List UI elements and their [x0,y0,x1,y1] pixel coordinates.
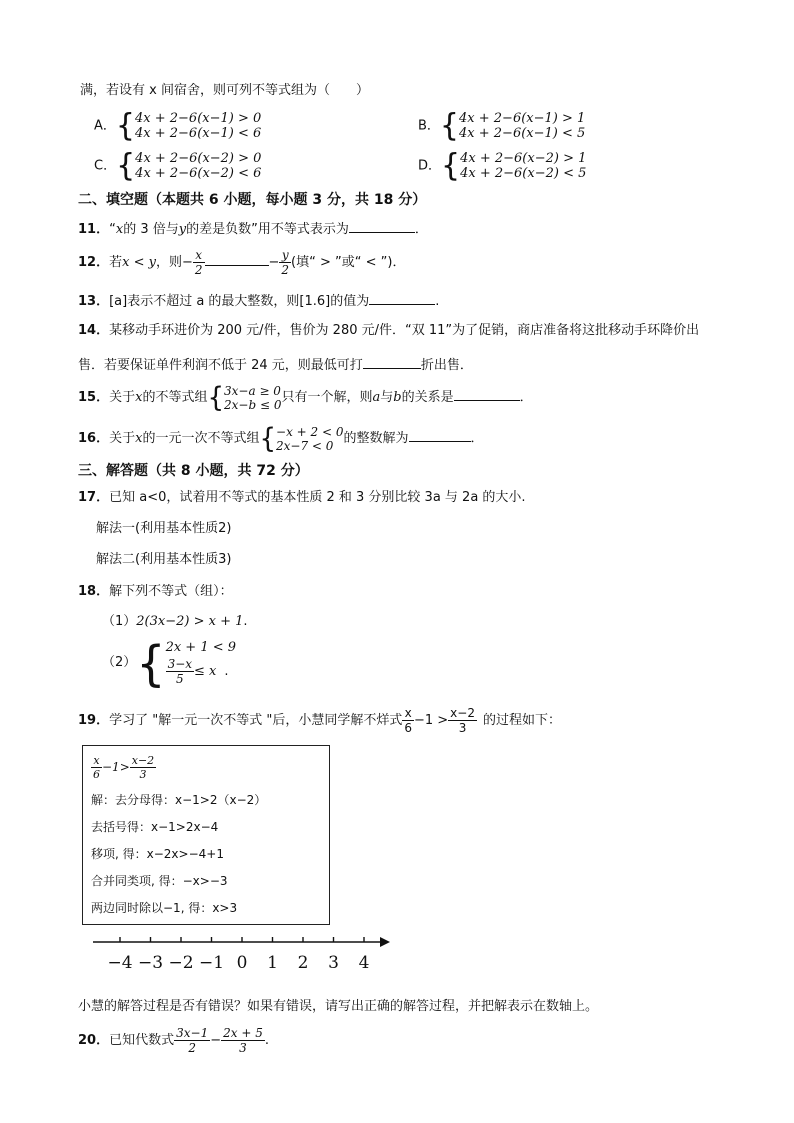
q17 [78,489,526,507]
text: 的差是负数”用不等式表示为 [186,222,349,237]
variable: x [115,222,124,237]
text: − [210,1033,222,1048]
question-number: 13． [78,294,110,309]
system-line: ≤ x [194,664,217,679]
variable: b [393,390,402,405]
box-step-2: 去括号得：x−1>2x−4 [91,820,219,834]
text: 某移动手环进价为 200 元/件，售价为 280 元/件．“双 11”为了促销，商店准备将这批移动手环降价出 [109,323,700,338]
text: 若 [109,255,123,270]
section-2-title: 二、填空题（本题共 6 小题，每小题 3 分，共 18 分） [78,192,427,208]
text: 的关系是 [401,390,454,405]
q10-option-d: D．{ 4x + 2−6(x−2) > 1 4x + 2−6(x−2) < 5 [418,147,587,184]
tick-label: 3 [328,953,339,973]
system-line: 2x−b ≤ 0 [224,397,282,412]
tick-label: 4 [358,953,370,973]
question-number: 19． [78,713,110,728]
text: 关于 [109,431,136,446]
text: ，则− [155,255,193,270]
q14-line1 [78,322,699,340]
text: 的一元一次不等式组 [142,431,260,446]
q17-method2: 解法二(利用基本性质3) [96,552,232,567]
q11 [78,218,428,239]
answer-blank[interactable] [409,427,471,442]
q12 [78,248,405,278]
box-equation: $\frac{x}{6}$ −1> $\frac{x-2}{3}$ [93,754,155,781]
system-line: −x + 2 < 0 [276,424,344,439]
question-number: 12． [78,255,110,270]
variable: x [135,390,143,405]
text: [a]表示不超过 a 的最大整数，则[1.6]的值为 [109,294,370,309]
tick-label: 2 [297,953,309,973]
q14-line2 [78,354,473,375]
fraction: $\frac{3-x}{5}$ [167,657,193,686]
box-step-1: 解：去分母得：x−1>2（x−2） [91,793,267,807]
question-number: 18． [78,584,110,599]
fraction: $\frac{2x + 5}{3}$ [223,1026,263,1055]
tick-label: −3 [137,953,164,973]
text: (填“ > ”或“ < ”)． [291,255,406,270]
question-number: 15． [78,390,110,405]
condition: x < y [122,255,156,270]
answer-blank[interactable] [369,290,435,305]
text: ． [470,431,484,446]
text: −1 > [413,713,449,728]
question-number: 17． [78,490,110,505]
answer-blank[interactable] [349,218,415,233]
q19-question: 小慧的解答过程是否有错误？如果有错误，请写出正确的解答过程，并把解表示在数轴上。 [78,999,599,1014]
option-label: A． [94,118,116,134]
tick-label: −4 [107,953,133,973]
option-line: 4x + 2−6(x−1) < 5 [459,126,586,141]
text: 折出售． [420,358,473,373]
option-line: 4x + 2−6(x−1) < 6 [135,126,262,141]
answer-blank[interactable] [363,354,421,369]
q16: 16．关于x的一元一次不等式组{ −x + 2 < 0 2x−7 < 0 的整数解为 ． [78,422,484,455]
inequality: 2(3x−2) > x + 1 [136,614,244,629]
text: . [243,614,248,629]
variable: y [178,222,187,237]
question-number: 20． [78,1033,110,1048]
variable: a [372,390,381,405]
text: . [224,664,229,679]
question-number: 16． [78,431,110,446]
q10-option-a: A．{ 4x + 2−6(x−1) > 0 4x + 2−6(x−1) < 6 [94,107,262,144]
fraction: $\frac{x}{6}$ [404,706,412,735]
tick-label: 0 [236,953,248,973]
text: ． [414,222,428,237]
q20 [78,1026,269,1056]
option-line: 4x + 2−6(x−2) > 0 [135,151,262,166]
q17-method1: 解法一(利用基本性质2) [96,521,232,536]
question-number: 14． [78,323,110,338]
text: 已知代数式 [109,1033,175,1048]
box-step-3: 移项, 得：x−2x>−4+1 [91,847,224,861]
text: “ [109,222,116,237]
text: 的整数解为 [343,431,409,446]
q13 [78,290,439,311]
text: 与 [380,390,394,405]
text: 只有一个解，则 [281,390,373,405]
system-line: 2x−7 < 0 [276,438,334,453]
text: 学习了 "解一元一次不等式 "后，小慧同学解不烊式 [109,713,403,728]
option-line: 4x + 2−6(x−2) > 1 [460,151,587,166]
answer-blank[interactable] [454,386,520,401]
q18-part1 [102,613,248,631]
tick-label: −1 [198,953,225,973]
q15: 15．关于x的不等式组{ 3x−a ≥ 0 2x−b ≤ 0 只有一个解，则a与b的关系是 ． [78,381,533,414]
number-line [88,930,398,974]
text: 的 3 倍与 [123,222,179,237]
option-line: 4x + 2−6(x−2) < 6 [135,166,262,181]
text: − [268,255,280,270]
option-label: D． [418,158,442,174]
text: 已知 a<0，试着用不等式的基本性质 2 和 3 分别比较 3a 与 2a 的大小. [109,490,526,505]
fraction: $\frac{x}{2}$ [194,248,203,277]
answer-blank[interactable] [205,251,269,266]
option-line: 4x + 2−6(x−2) < 5 [460,166,587,181]
section-3-title: 三、解答题（共 8 小题，共 72 分） [78,463,309,479]
arrow-right-icon [380,937,390,947]
text: 售．若要保证单件利润不低于 24 元，则最低可打 [78,358,363,373]
q18 [78,583,233,601]
system-line: 3x−a ≥ 0 [224,383,281,398]
box-step-5: 两边同时除以−1, 得：x>3 [91,901,238,915]
fraction: $\frac{3x-1}{2}$ [176,1026,209,1055]
part-label: （2） [102,655,137,670]
option-line: 4x + 2−6(x−1) > 0 [135,111,262,126]
text: . [435,294,440,309]
option-label: B． [418,118,440,134]
system-line: 2x + 1 < 9 [165,640,237,655]
fraction: $\frac{x-2}{3}$ [450,706,475,735]
q10-option-c: C．{ 4x + 2−6(x−2) > 0 4x + 2−6(x−2) < 6 [94,147,262,184]
q19 [78,706,561,736]
fraction: $\frac{y}{2}$ [281,248,290,277]
part-label: （1） [102,614,137,629]
text: . [264,1033,269,1048]
option-line: 4x + 2−6(x−1) > 1 [459,111,586,126]
question-number: 11． [78,222,110,237]
option-label: C． [94,158,117,174]
box-step-4: 合并同类项, 得：−x>−3 [91,874,228,888]
tick-label: 1 [267,953,278,973]
text: 的过程如下： [482,713,561,728]
tick-label: −2 [168,953,194,973]
text: 解下列不等式（组）： [109,584,233,599]
text: ． [519,390,533,405]
q10-option-b: B．{ 4x + 2−6(x−1) > 1 4x + 2−6(x−1) < 5 [418,107,586,144]
q10-stem: 满，若设有 x 间宿舍，则可列不等式组为（ ） [80,83,369,98]
solution-box [82,745,330,925]
variable: x [135,431,143,446]
text: 关于 [109,390,136,405]
q18-part2: （2）{ 2x + 1 < 9 $\frac{3-x}{5}$ ≤ x . [102,634,237,691]
text: 的不等式组 [142,390,208,405]
